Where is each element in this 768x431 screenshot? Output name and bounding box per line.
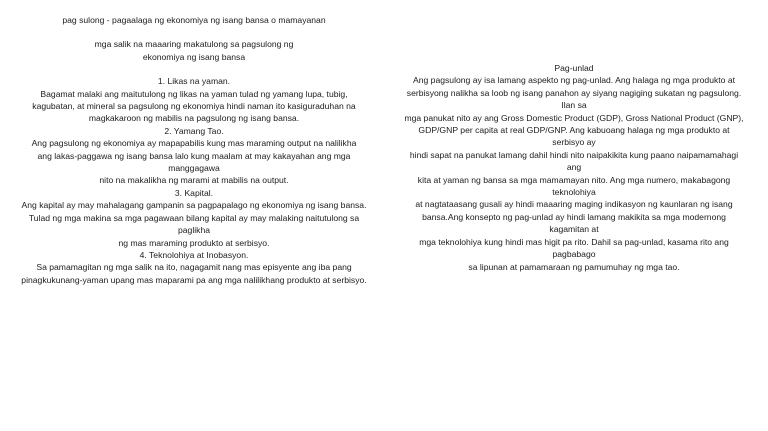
paragraph-line: Ang pagsulong ay isa lamang aspekto ng pag-unlad. Ang halaga ng mga produkto at	[412, 75, 736, 86]
paragraph-line: serbisyong nalikha sa loob ng isang panahon ay siyang nagiging sukatan ng pagsulong.	[406, 87, 742, 98]
factor-text-line: ng mas maraming produkto at serbisyo.	[118, 237, 270, 248]
factor-text-line: Tulad ng mga makina sa mga pagawaan bilang kapital ay may malaking naitutulong sa	[28, 212, 360, 223]
factor-text-line: manggagawa	[168, 163, 220, 174]
paragraph-line: ang	[566, 162, 582, 173]
factor-text-line: Ang kapital ay may mahalagang gampanin sa pagpapalago ng ekonomiya ng isang bansa.	[21, 200, 367, 211]
spacer	[0, 26, 388, 38]
paragraph-line: kita at yaman ng bansa sa mga mamamayan nito. Ang mga numero, makabagong	[417, 174, 731, 185]
spacer	[0, 63, 388, 75]
factor-text-line: nito na makalikha ng marami at mabilis na output.	[99, 175, 289, 186]
left-column	[0, 14, 388, 286]
factor-text-line: pinagkukunang-yaman upang mas maparami pa ang mga nalilikhang produkto at serbisyo.	[21, 274, 367, 285]
factor-text-line: Sa pamamagitan ng mga salik na ito, nagagamit nang mas episyente ang iba pang	[36, 262, 352, 273]
paragraph-line: mga panukat nito ay ang Gross Domestic Product (GDP), Gross National Product (GNP),	[404, 112, 744, 123]
paragraph-line: mga teknolohiya kung hindi mas higit pa rito. Dahil sa pag-unlad, kasama rito ang	[419, 236, 729, 247]
paragraph-line: pagbabago	[552, 249, 596, 260]
factor-teknolohiya	[0, 249, 388, 286]
paragraph-line: teknolohiya	[552, 187, 596, 198]
section-heading-pag-unlad: Pag-unlad	[554, 63, 594, 73]
paragraph-line: hindi sapat na panukat lamang dahil hindi nito naipakikita kung paano naipamamahagi	[409, 149, 739, 160]
paragraph-line: GDP/GNP per capita at real GDP/GNP. Ang kabuoang halaga ng mga produkto at	[418, 125, 730, 136]
paragraph-line: bansa.Ang konsepto ng pag-unlad ay hindi lamang makikita sa mga modernong	[422, 211, 726, 222]
paragraph-line: serbisyo ay	[552, 137, 596, 148]
factor-text-line: magkakaroon ng mabilis na pagsulong ng isang bansa.	[88, 113, 300, 124]
paragraph-line: at nagtataasang gusali ay hindi maaaring maging indikasyon ng kaunlaran ng isang	[415, 199, 733, 210]
factor-text-line: Bagamat malaki ang maitutulong ng likas na yaman tulad ng yamang lupa, tubig,	[40, 88, 348, 99]
factor-text-line: kagubatan, at mineral sa pagsulong ng ekonomiya hindi naman ito kasiguraduhan na	[32, 101, 356, 112]
factor-text-line: ang lakas-paggawa ng isang bansa lalo kung maalam at may kakayahan ang mga	[37, 150, 351, 161]
factor-heading: 2. Yamang Tao.	[164, 125, 224, 136]
factor-text-line: paglikha	[177, 225, 210, 236]
section-subtitle-line-2: ekonomiya ng isang bansa	[142, 51, 246, 62]
factor-text-line: Ang pagsulong ng ekonomiya ay mapapabilis kung mas maraming output na nalilikha	[31, 138, 357, 149]
paragraph-line: kagamitan at	[549, 224, 599, 235]
section-subtitle-line-1: mga salik na maaaring makatulong sa pagsulong ng	[94, 39, 294, 50]
document-title: pag sulong - pagaalaga ng ekonomiya ng isang bansa o mamayanan	[62, 15, 326, 25]
factor-likas-na-yaman	[0, 75, 388, 125]
paragraph-line: Ilan sa	[561, 100, 587, 111]
factor-kapital	[0, 187, 388, 249]
factor-yamang-tao	[0, 125, 388, 187]
right-column	[384, 62, 764, 273]
factor-heading: 4. Teknolohiya at Inobasyon.	[139, 249, 249, 260]
factor-heading: 3. Kapital.	[174, 187, 214, 198]
factor-heading: 1. Likas na yaman.	[157, 76, 231, 87]
paragraph-line: sa lipunan at pamamaraan ng pamumuhay ng mga tao.	[468, 261, 680, 272]
